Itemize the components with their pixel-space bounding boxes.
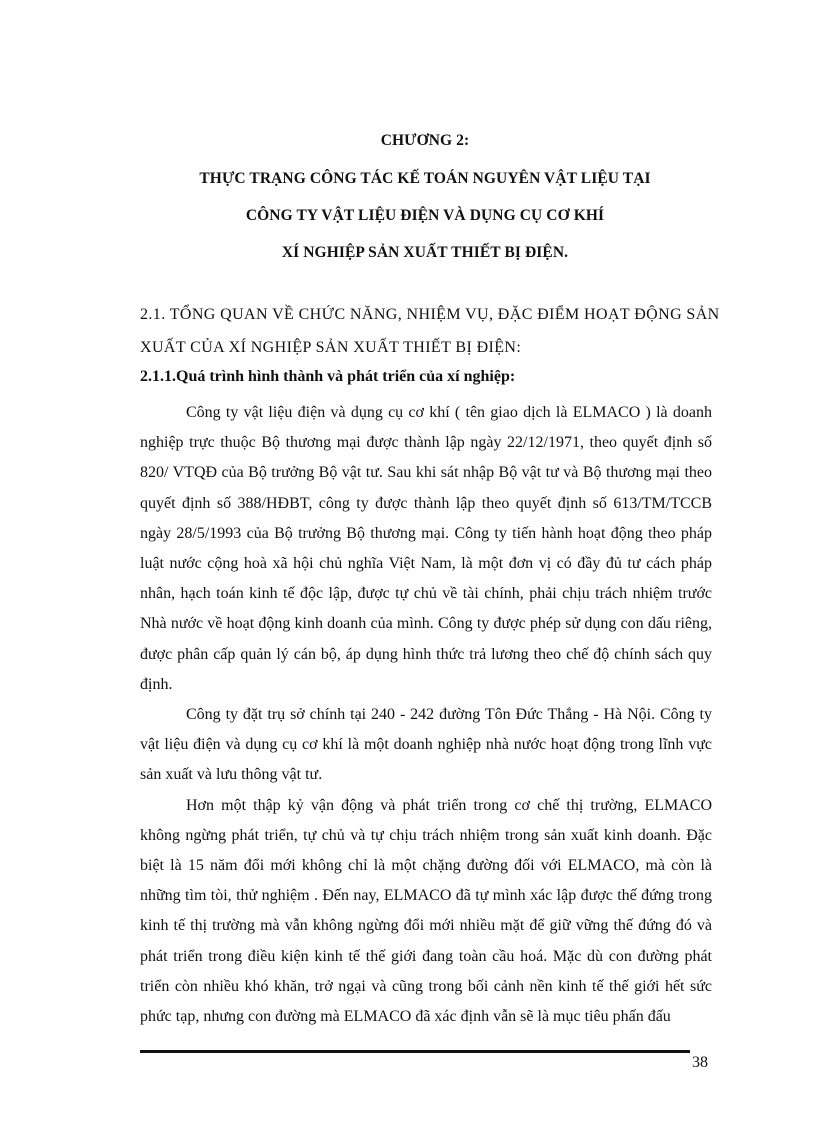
page-number: 38	[692, 1054, 708, 1071]
chapter-title-line-1: THỰC TRẠNG CÔNG TÁC KẾ TOÁN NGUYÊN VẬT LIỆU TẠI	[199, 170, 651, 187]
footer-rule	[140, 1050, 690, 1053]
paragraph: Hơn một thập kỷ vận động và phát triển trong cơ chế thị trường, ELMACO không ngừng phát triển, tự chủ và tự chịu trách nhiệm trong sản xuất kinh doanh. Đặc biệt là 15 năm đổi mới không chỉ là một chặng đường đối với ELMACO, mà còn là những tìm tòi, thử nghiệm . Đến nay, ELMACO đã tự mình xác lập được thế đứng trong kinh tế thị trường mà vẫn không ngừng đổi mới nhiều mặt để giữ vững thế đứng đó và phát triển trong điều kiện kinh tế thế giới đang toàn cầu hoá. Mặc dù con đường phát triển còn nhiều khó khăn, trở ngại và cũng trong bối cảnh nền kinh tế thế giới hết sức phức tạp, nhưng con đường mà ELMACO đã xác định vẫn sẽ là mục tiêu phấn đấu	[140, 796, 712, 1026]
chapter-title-line-2: CÔNG TY VẬT LIỆU ĐIỆN VÀ DỤNG CỤ CƠ KHÍ	[245, 207, 605, 224]
subsection-heading: 2.1.1.Quá trình hình thành và phát triển của xí nghiệp:	[140, 368, 516, 385]
section-heading-line-2: XUẤT CỦA XÍ NGHIỆP SẢN XUẤT THIẾT BỊ ĐIỆN:	[140, 339, 522, 356]
chapter-title-line-3: XÍ NGHIỆP SẢN XUẤT THIẾT BỊ ĐIỆN.	[281, 244, 569, 261]
chapter-number: CHƯƠNG 2:	[380, 132, 470, 149]
paragraph: Công ty vật liệu điện và dụng cụ cơ khí ( tên giao dịch là ELMACO ) là doanh nghiệp trực thuộc Bộ thương mại được thành lập ngày 22/12/1971, theo quyết định số 820/ VTQĐ của Bộ trưởng Bộ vật tư. Sau khi sát nhập Bộ vật tư và Bộ thương mại theo quyết định số 388/HĐBT, công ty được thành lập theo quyết định số 613/TM/TCCB ngày 28/5/1993 của Bộ trưởng Bộ thương mại. Công ty tiến hành hoạt động theo pháp luật nước cộng hoà xã hội chủ nghĩa Việt Nam, là một đơn vị có đầy đủ tư cách pháp nhân, hạch toán kinh tế độc lập, được tự chủ về tài chính, phải chịu trách nhiệm trước Nhà nước về hoạt động kinh doanh của mình. Công ty được phép sử dụng con dấu riêng, được phân cấp quản lý cán bộ, áp dụng hình thức trả lương theo chế độ chính sách quy định.	[140, 404, 712, 693]
section-heading-line-1: 2.1. TỔNG QUAN VỀ CHỨC NĂNG, NHIỆM VỤ, ĐẶC ĐIỂM HOẠT ĐỘNG SẢN	[140, 306, 720, 323]
paragraph: Công ty đặt trụ sở chính tại 240 - 242 đường Tôn Đức Thắng - Hà Nội. Công ty vật liệu điện và dụng cụ cơ khí là một doanh nghiệp nhà nước hoạt động trong lĩnh vực sản xuất và lưu thông vật tư.	[140, 706, 712, 784]
body-text	[140, 398, 712, 1032]
